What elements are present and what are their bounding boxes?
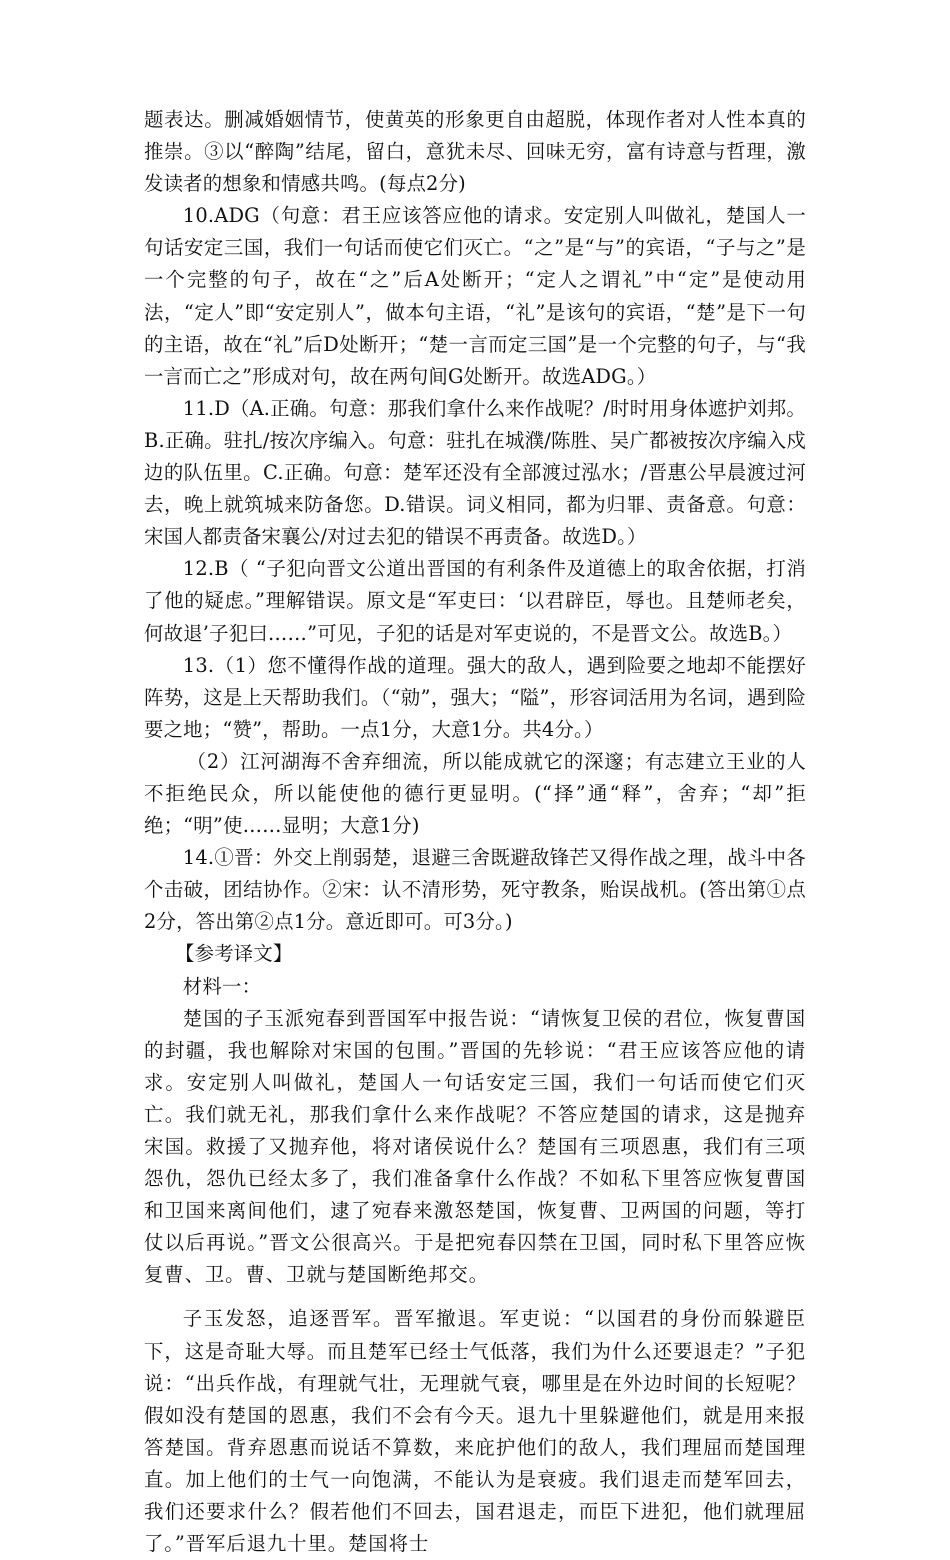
answer-13-part-1: 13.（1）您不懂得作战的道理。强大的敌人，遇到险要之地却不能摆好阵势，这是上天帮助我们。（“勍”，强大；“隘”，形容词活用为名词，遇到险要之地；“赞”，帮助。一点1分，大意1分。共4分。）	[144, 653, 806, 741]
translation-paragraph-1: 楚国的子玉派宛春到晋国军中报告说：“请恢复卫侯的君位，恢复曹国的封疆，我也解除对宋国的包围。”晋国的先轸说：“君王应该答应他的请求。安定别人叫做礼，楚国人一句话安定三国，我们一句话而使它们灭亡。我们就无礼，那我们拿什么来作战呢？不答应楚国的请求，这是抛弃宋国。救援了又抛弃他，将对诸侯说什么？楚国有三项恩惠，我们有三项怨仇，怨仇已经太多了，我们准备拿什么作战？不如私下里答应恢复曹国和卫国来离间他们，逮了宛春来激怒楚国，恢复曹、卫两国的问题，等打仗以后再说。”晋文公很高兴。于是把宛春囚禁在卫国，同时私下里答应恢复曹、卫。曹、卫就与楚国断绝邦交。	[144, 1006, 806, 1287]
answer-14: 14.①晋：外交上削弱楚，退避三舍既避敌锋芒又得作战之理，战斗中各个击破，团结协作。②宋：认不清形势，死守教条，贻误战机。(答出第①点2分，答出第②点1分。意近即可。可3分。)	[144, 846, 806, 934]
material-one-heading: 材料一：	[182, 974, 262, 998]
answer-11: 11.D（A.正确。句意：那我们拿什么来作战呢？/时时用身体遮护刘邦。B.正确。驻扎/按次序编入。句意：驻扎在城濮/陈胜、吴广都被按次序编入戍边的队伍里。C.正确。句意：楚军还没有全部渡过泓水；/晋惠公早晨渡过河去，晚上就筑城来防备您。D.错误。词义相同，都为归罪、责备意。句意：宋国人都责备宋襄公/对过去犯的错误不再责备。故选D。）	[144, 396, 806, 549]
answer-9-continued: 题表达。删减婚姻情节，使黄英的形象更自由超脱，体现作者对人性本真的推崇。③以“醉陶”结尾，留白，意犹未尽、回味无穷，富有诗意与哲理，激发读者的想象和情感共鸣。(每点2分)	[144, 108, 806, 196]
translation-paragraph-2: 子玉发怒，追逐晋军。晋军撤退。军吏说：“以国君的身份而躲避臣下，这是奇耻大辱。而且楚军已经士气低落，我们为什么还要退走？”子犯说：“出兵作战，有理就气壮，无理就气衰，哪里是在外边时间的长短呢？假如没有楚国的恩惠，我们不会有今天。退九十里躲避他们，就是用来报答楚国。背弃恩惠而说话不算数，来庇护他们的敌人，我们理屈而楚国理直。加上他们的士气一向饱满，不能认为是衰疲。我们退走而楚军回去，我们还要求什么？假若他们不回去，国君退走，而臣下进犯，他们就理屈了。”晋军后退九十里。楚国将士	[144, 1307, 806, 1556]
translation-heading: 【参考译文】	[175, 942, 293, 966]
answer-12: 12.B（ “子犯向晋文公道出晋国的有利条件及道德上的取舍依据，打消了他的疑虑。”理解错误。原文是“军吏曰：‘以君辟臣，辱也。且楚师老矣，何故退’子犯曰……”可见，子犯的话是对军吏说的，不是晋文公。故选B。）	[144, 557, 806, 645]
document-body	[144, 104, 806, 1560]
answer-10: 10.ADG（句意：君王应该答应他的请求。安定别人叫做礼，楚国人一句话安定三国，我们一句话而使它们灭亡。“之”是“与”的宾语，“子与之”是一个完整的句子，故在“之”后A处断开；“定人之谓礼”中“定”是使动用法，“定人”即“安定别人”，做本句主语，“礼”是该句的宾语，“楚”是下一句的主语，故在“礼”后D处断开；“楚一言而定三国”是一个完整的句子，与“我一言而亡之”形成对句，故在两句间G处断开。故选ADG。）	[144, 204, 806, 388]
answer-13-part-2: （2）江河湖海不舍弃细流，所以能成就它的深邃；有志建立王业的人不拒绝民众，所以能使他的德行更显明。(“择”通“释”，舍弃；“却”拒绝；“明”使……显明；大意1分)	[144, 749, 806, 838]
